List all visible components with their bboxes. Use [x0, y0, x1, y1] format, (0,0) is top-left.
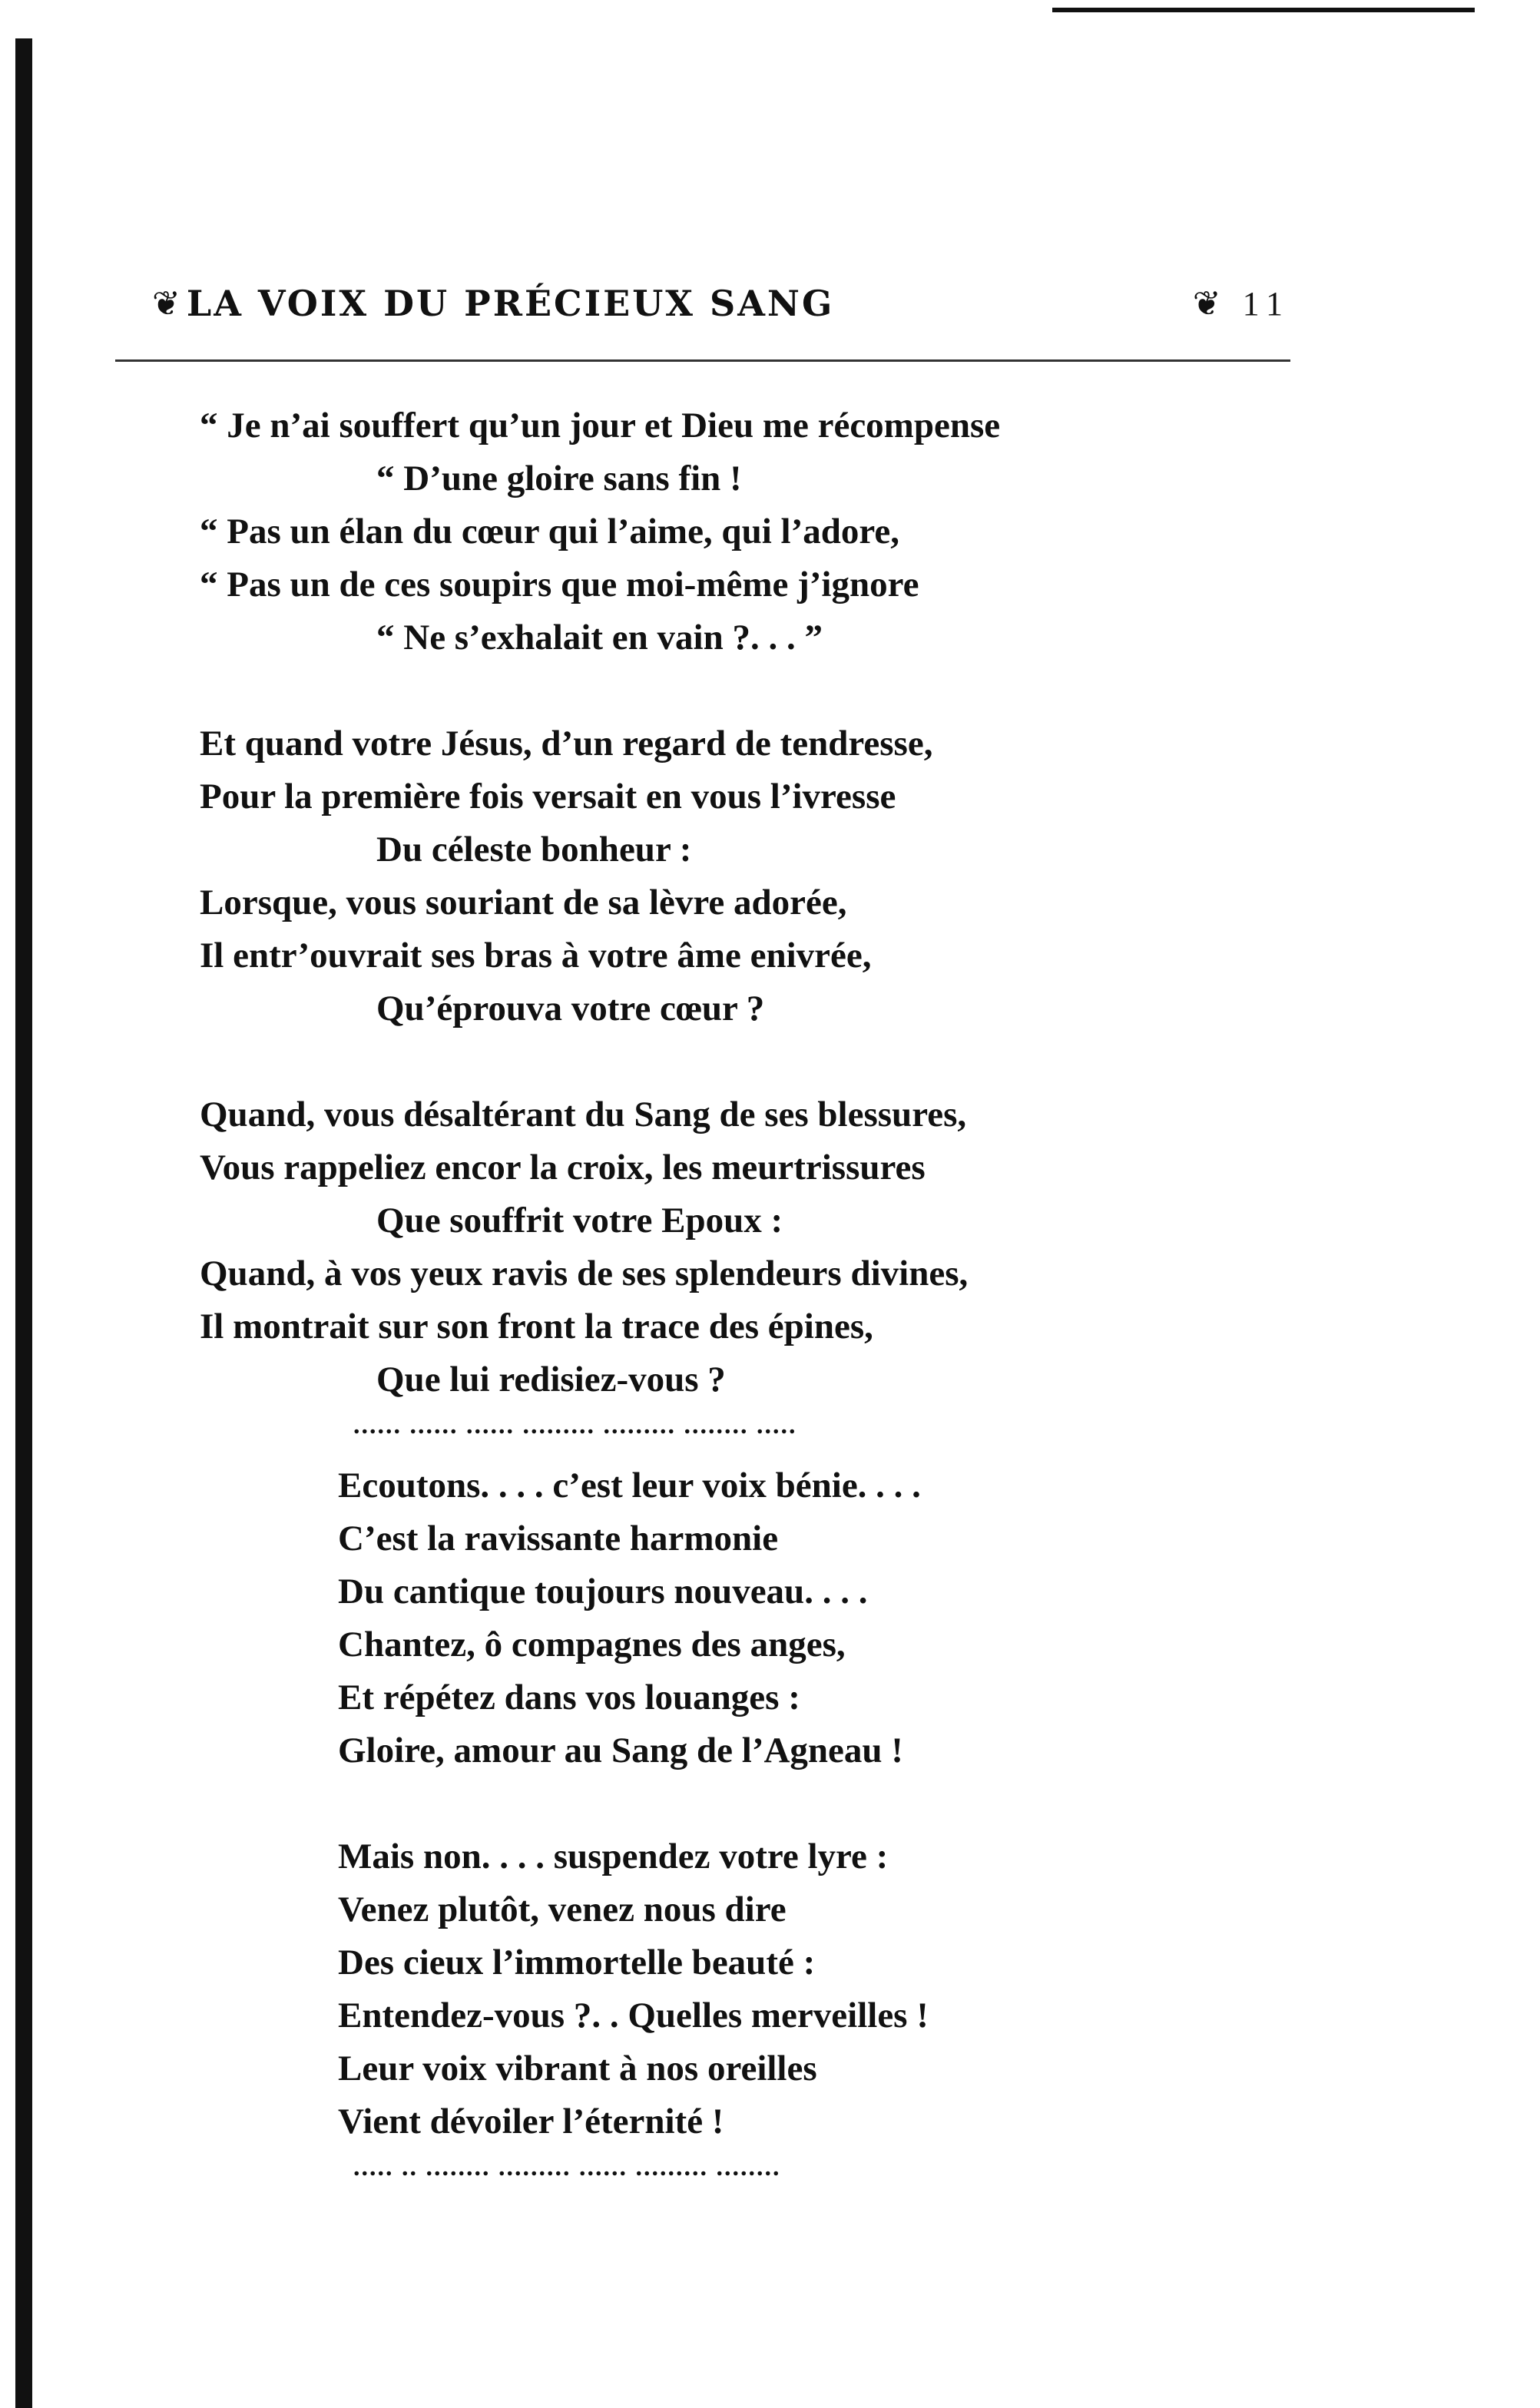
poem-line: Vous rappeliez encor la croix, les meurtrissures [200, 1148, 926, 1187]
poem-line: C’est la ravissante harmonie [338, 1519, 779, 1558]
poem-line: Leur voix vibrant à nos oreilles [338, 2049, 817, 2088]
poem-line: Du cantique toujours nouveau. . . . [338, 1572, 868, 1611]
ornament-left-icon: ❦ [152, 283, 180, 323]
poem-line: Il entr’ouvrait ses bras à votre âme enivrée, [200, 936, 872, 975]
poem-line: Entendez-vous ?. . Quelles merveilles ! [338, 1996, 929, 2035]
poem-line: “ D’une gloire sans fin ! [376, 459, 742, 498]
poem-line: Du céleste bonheur : [376, 830, 692, 869]
poem-line: Lorsque, vous souriant de sa lèvre adorée, [200, 883, 847, 922]
stanza-gap [200, 1035, 1275, 1088]
poem-line: Ecoutons. . . . c’est leur voix bénie. . . . [338, 1466, 921, 1505]
poem-line: Pour la première fois versait en vous l’ivresse [200, 777, 896, 816]
poem-line: Et quand votre Jésus, d’un regard de tendresse, [200, 724, 933, 763]
poem-line: “ Je n’ai souffert qu’un jour et Dieu me récompense [200, 406, 1001, 445]
poem-line: Qu’éprouva votre cœur ? [376, 989, 765, 1028]
page-edge-bar [15, 38, 32, 2408]
poem-line: Et répétez dans vos louanges : [338, 1678, 800, 1717]
poem-line: “ Pas un de ces soupirs que moi-même j’ignore [200, 565, 919, 604]
dotted-separator: ...... ...... ...... ......... ......... ........ ..... [353, 1411, 797, 1439]
poem-line: Que souffrit votre Epoux : [376, 1201, 783, 1240]
stanza-gap [200, 664, 1275, 717]
dotted-separator: ..... .. ........ ......... ...... ......... ........ [353, 2153, 781, 2181]
running-title: LA VOIX DU PRÉCIEUX SANG [186, 283, 835, 324]
poem-line: Vient dévoiler l’éternité ! [338, 2102, 724, 2141]
poem-line: “ Pas un élan du cœur qui l’aime, qui l’adore, [200, 512, 899, 551]
page-number: 11 [1242, 284, 1290, 323]
top-rule [1052, 8, 1475, 12]
poem-line: Quand, à vos yeux ravis de ses splendeurs divines, [200, 1254, 969, 1293]
poem-line: Quand, vous désaltérant du Sang de ses blessures, [200, 1095, 967, 1134]
header-rule [115, 359, 1290, 362]
stanza-5 [200, 1830, 1275, 2148]
stanza-3 [200, 1088, 1275, 1406]
poem-body [200, 399, 1275, 2201]
poem-line: Gloire, amour au Sang de l’Agneau ! [338, 1731, 903, 1770]
page-header [146, 280, 1290, 326]
poem-line: Des cieux l’immortelle beauté : [338, 1943, 816, 1982]
stanza-2 [200, 717, 1275, 1035]
poem-line: Chantez, ô compagnes des anges, [338, 1625, 846, 1664]
poem-line: Que lui redisiez-vous ? [376, 1360, 726, 1399]
stanza-4 [200, 1459, 1275, 1777]
poem-line: Il montrait sur son front la trace des épines, [200, 1307, 873, 1346]
stanza-1 [200, 399, 1275, 664]
stanza-gap [200, 1777, 1275, 1830]
poem-line: “ Ne s’exhalait en vain ?. . . ” [376, 618, 823, 657]
poem-line: Mais non. . . . suspendez votre lyre : [338, 1837, 889, 1876]
poem-line: Venez plutôt, venez nous dire [338, 1890, 787, 1929]
ornament-right-icon: ❦ [1192, 283, 1221, 323]
